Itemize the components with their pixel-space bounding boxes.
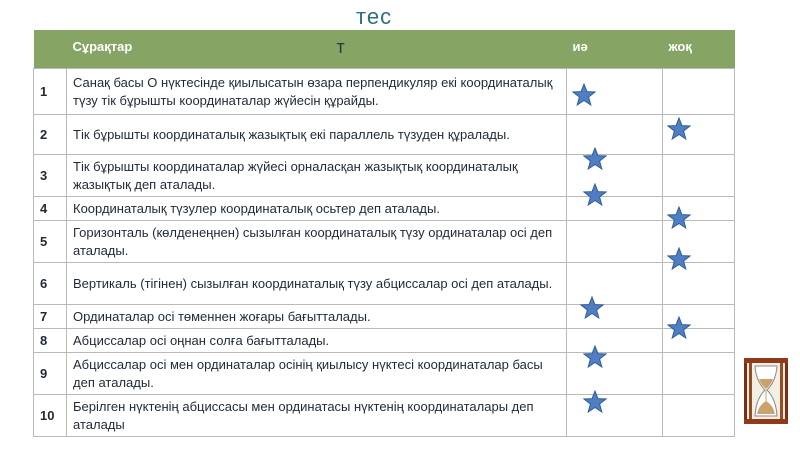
star-icon[interactable]	[667, 316, 691, 340]
table-row	[34, 395, 735, 437]
row-question: Вертикаль (тігінен) сызылған координаталық түзу абциссалар осі деп аталады.	[67, 263, 567, 305]
row-question: Абциссалар осі мен ординаталар осінің қиылысу нүктесі координаталар басы деп аталады.	[67, 353, 567, 395]
header-yes: иә	[567, 30, 663, 69]
yes-cell[interactable]	[567, 115, 663, 155]
header-question	[67, 30, 567, 69]
star-icon[interactable]	[572, 83, 596, 107]
table-row	[34, 197, 735, 221]
table-row	[34, 353, 735, 395]
star-icon[interactable]	[583, 345, 607, 369]
table-header-row	[34, 30, 735, 69]
row-question: Ординаталар осі төменнен жоғары бағытталады.	[67, 305, 567, 329]
yes-cell[interactable]	[567, 197, 663, 221]
row-question: Тік бұрышты координаталық жазықтық екі параллель түзуден құралады.	[67, 115, 567, 155]
table-row	[34, 115, 735, 155]
row-number: 10	[34, 395, 67, 437]
row-number: 5	[34, 221, 67, 263]
yes-cell[interactable]	[567, 221, 663, 263]
row-number: 7	[34, 305, 67, 329]
table-row	[34, 69, 735, 115]
row-number: 3	[34, 155, 67, 197]
no-cell[interactable]	[663, 69, 735, 115]
table-row	[34, 155, 735, 197]
page-title: тес	[356, 4, 393, 29]
row-number: 1	[34, 69, 67, 115]
header-question-label: Сұрақтар	[72, 39, 133, 54]
yes-cell[interactable]	[567, 155, 663, 197]
star-icon[interactable]	[583, 183, 607, 207]
row-number: 2	[34, 115, 67, 155]
star-icon[interactable]	[667, 206, 691, 230]
row-question: Тік бұрышты координаталар жүйесі орналасқан жазықтық координаталық жазықтық деп аталады.	[67, 155, 567, 197]
table-row	[34, 263, 735, 305]
row-number: 6	[34, 263, 67, 305]
header-no: жоқ	[663, 30, 735, 69]
row-number: 9	[34, 353, 67, 395]
row-question: Горизонталь (көлденеңнен) сызылған координаталық түзу ординаталар осі деп аталады.	[67, 221, 567, 263]
star-icon[interactable]	[583, 390, 607, 414]
yes-cell[interactable]	[567, 329, 663, 353]
table-row	[34, 221, 735, 263]
row-question: Санақ басы О нүктесінде қиылысатын өзара перпендикуляр екі координаталық түзу тік бұрышты координаталар жүйесін құрайды.	[67, 69, 567, 115]
row-question: Берілген нүктенің абциссасы мен ординатасы нүктенің координаталары деп аталады	[67, 395, 567, 437]
quiz-table	[33, 30, 735, 437]
star-icon[interactable]	[583, 147, 607, 171]
table-row	[34, 329, 735, 353]
row-number: 8	[34, 329, 67, 353]
star-icon[interactable]	[580, 296, 604, 320]
no-cell[interactable]	[663, 395, 735, 437]
no-cell[interactable]	[663, 155, 735, 197]
page-title-continuation: т	[336, 37, 345, 57]
row-number: 4	[34, 197, 67, 221]
star-icon[interactable]	[667, 117, 691, 141]
row-question: Координаталық түзулер координаталық осьтер деп аталады.	[67, 197, 567, 221]
table-row	[34, 305, 735, 329]
star-icon[interactable]	[667, 247, 691, 271]
yes-cell[interactable]	[567, 395, 663, 437]
header-number	[34, 30, 67, 69]
yes-cell[interactable]	[567, 353, 663, 395]
no-cell[interactable]	[663, 353, 735, 395]
hourglass-icon[interactable]	[743, 357, 789, 425]
row-question: Абциссалар осі оңнан солға бағытталады.	[67, 329, 567, 353]
